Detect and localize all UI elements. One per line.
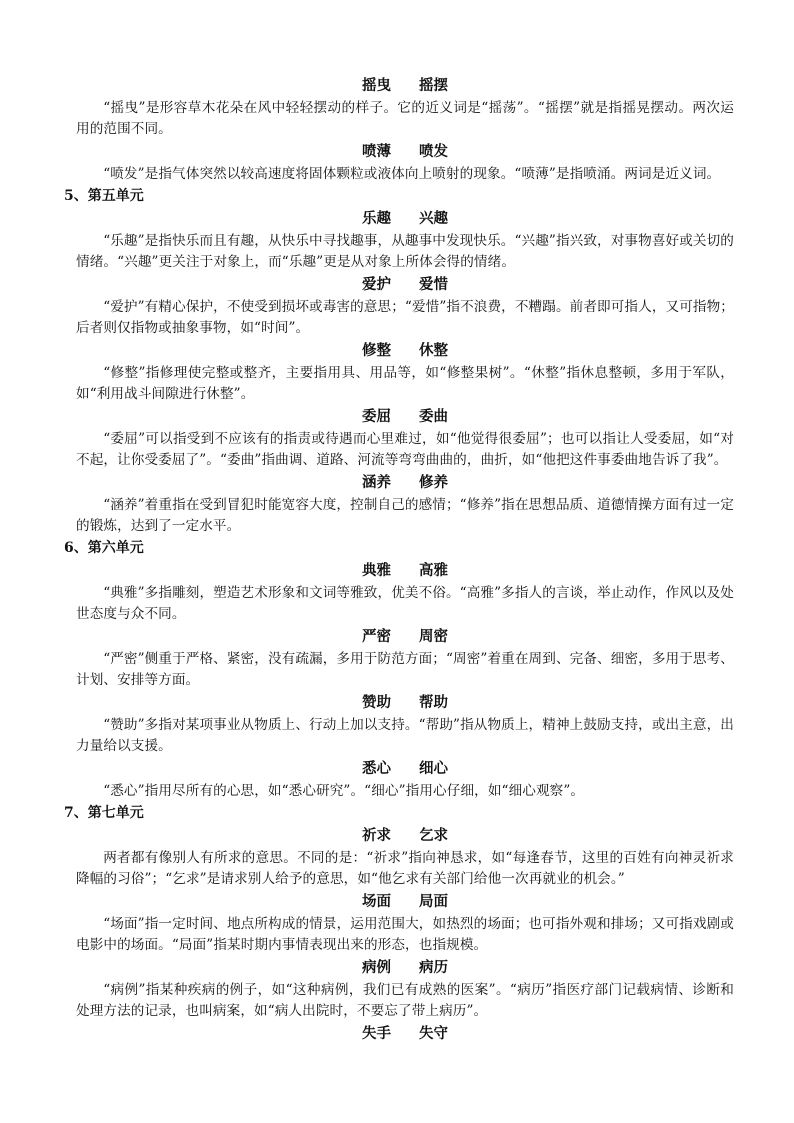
word-1: 赞助 [362, 694, 391, 711]
word-pair-heading [76, 691, 734, 715]
word-pair-heading [76, 1022, 734, 1046]
word-2: 兴趣 [419, 210, 448, 227]
explanation-paragraph: “喷发”是指气体突然以较高速度将固体颗粒或液体向上喷射的现象。“喷薄”是指喷涌。两词是近义词。 [103, 166, 721, 182]
word-1: 病例 [362, 959, 391, 976]
word-1: 修整 [362, 342, 391, 359]
word-2: 爱惜 [419, 276, 448, 293]
word-2: 喷发 [419, 143, 448, 160]
explanation-paragraph: “摇曳”是形容草木花朵在风中轻轻摆动的样子。它的近义词是“摇荡”。“摇摆”就是指摇晃摆动。两次运用的范围不同。 [76, 100, 734, 137]
word-2: 委曲 [419, 408, 448, 425]
explanation-paragraph: “爱护”有精心保护，不使受到损坏或毒害的意思；“爱惜”指不浪费，不糟蹋。前者即可指人，又可指物；后者则仅指物或抽象事物，如“时间”。 [76, 299, 734, 336]
word-2: 帮助 [419, 694, 448, 711]
word-2: 失守 [419, 1025, 448, 1042]
word-pair-heading [76, 559, 734, 583]
unit-heading: 5、第五单元 [64, 188, 144, 204]
word-pair-heading [76, 140, 734, 164]
word-pair-heading [76, 74, 734, 98]
explanation-paragraph: “涵养”着重指在受到冒犯时能宽容大度，控制自己的感情；“修养”指在思想品质、道德情操方面有过一定的锻炼，达到了一定水平。 [76, 497, 734, 534]
word-pair-heading [76, 625, 734, 649]
explanation-paragraph: “病例”指某种疾病的例子，如“这种病例，我们已有成熟的医案”。“病历”指医疗部门记载病情、诊断和处理方法的记录，也叫病案，如“病人出院时，不要忘了带上病历”。 [76, 982, 734, 1019]
word-pair-heading [76, 405, 734, 429]
word-2: 修养 [419, 474, 448, 491]
word-pair-heading [76, 471, 734, 495]
word-1: 乐趣 [362, 210, 391, 227]
explanation-paragraph: “赞助”多指对某项事业从物质上、行动上加以支持。“帮助”指从物质上，精神上鼓励支持，或出主意，出力量给以支援。 [76, 717, 734, 754]
word-2: 局面 [419, 893, 448, 910]
word-1: 爱护 [362, 276, 391, 293]
word-1: 悉心 [362, 760, 391, 777]
word-pair-heading [76, 207, 734, 231]
word-1: 涵养 [362, 474, 391, 491]
word-1: 祈求 [362, 827, 391, 844]
explanation-paragraph: 两者都有像别人有所求的意思。不同的是：“祈求”指向神恳求，如“每逢春节，这里的百姓有向神灵祈求降幅的习俗”；“乞求”是请求别人给予的意思，如“他乞求有关部门给他一次再就业的机会。” [76, 850, 734, 887]
word-2: 乞求 [419, 827, 448, 844]
word-2: 病历 [419, 959, 448, 976]
word-1: 场面 [362, 893, 391, 910]
word-pair-heading [76, 339, 734, 363]
explanation-paragraph: “委屈”可以指受到不应该有的指责或待遇而心里难过，如“他觉得很委屈”；也可以指让人受委屈，如“对不起，让你受委屈了”。“委曲”指曲调、道路、河流等弯弯曲曲的，曲折，如“他把这件事委曲地告诉了我”。 [76, 431, 734, 468]
explanation-paragraph: “乐趣”是指快乐而且有趣，从快乐中寻找趣事，从趣事中发现快乐。“兴趣”指兴致，对事物喜好或关切的情绪。“兴趣”更关注于对象上，而“乐趣”更是从对象上所体会得的情绪。 [76, 233, 734, 270]
explanation-paragraph: “场面”指一定时间、地点所构成的情景，运用范围大，如热烈的场面；也可指外观和排场；又可指戏剧或电影中的场面。“局面”指某时期内事情表现出来的形态，也指规模。 [76, 916, 734, 953]
word-1: 摇曳 [362, 77, 391, 94]
word-1: 失手 [362, 1025, 391, 1042]
unit-heading: 7、第七单元 [64, 805, 144, 821]
word-pair-heading [76, 273, 734, 297]
word-2: 摇摆 [419, 77, 448, 94]
word-1: 严密 [362, 628, 391, 645]
unit-heading: 6、第六单元 [64, 540, 144, 556]
word-pair-heading [76, 956, 734, 980]
word-2: 休整 [419, 342, 448, 359]
word-2: 高雅 [419, 562, 448, 579]
explanation-paragraph: “严密”侧重于严格、紧密，没有疏漏，多用于防范方面；“周密”着重在周到、完备、细密，多用于思考、计划、安排等方面。 [76, 651, 734, 688]
word-1: 委屈 [362, 408, 391, 425]
word-2: 细心 [419, 760, 448, 777]
explanation-paragraph: “悉心”指用尽所有的心思，如“悉心研究”。“细心”指用心仔细，如“细心观察”。 [103, 783, 585, 799]
word-2: 周密 [419, 628, 448, 645]
word-1: 喷薄 [362, 143, 391, 160]
word-pair-heading [76, 824, 734, 848]
word-pair-heading [76, 757, 734, 781]
word-1: 典雅 [362, 562, 391, 579]
word-pair-heading [76, 890, 734, 914]
explanation-paragraph: “典雅”多指雕刻，塑造艺术形象和文词等雅致，优美不俗。“高雅”多指人的言谈，举止动作，作风以及处世态度与众不同。 [76, 585, 734, 622]
explanation-paragraph: “修整”指修理使完整或整齐，主要指用具、用品等，如“修整果树”。“休整”指休息整顿，多用于军队，如“利用战斗间隙进行休整”。 [76, 365, 734, 402]
